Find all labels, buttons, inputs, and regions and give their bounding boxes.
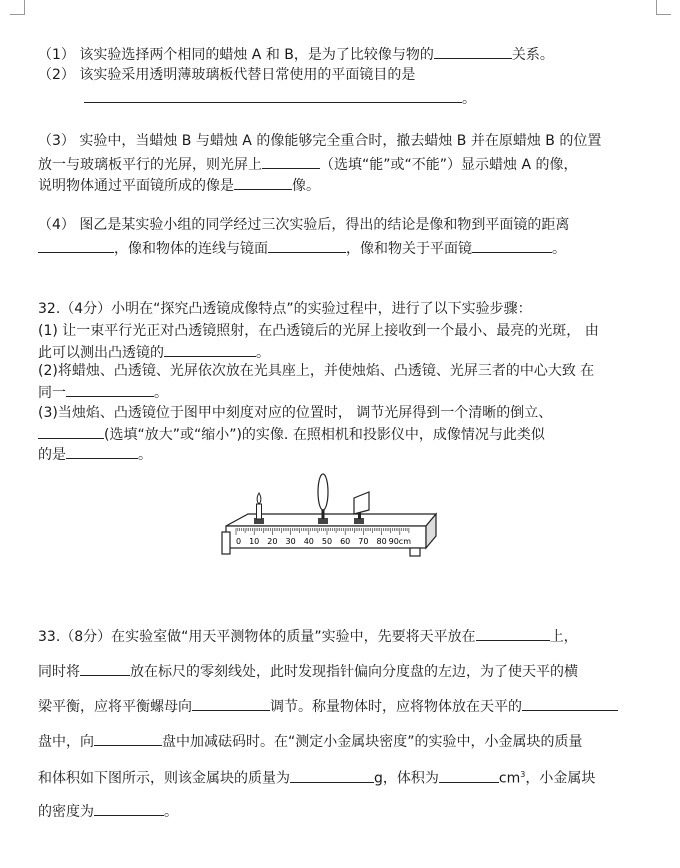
q31-part3-line3: 说明物体通过平面镜所成的像是 像。 (38, 175, 320, 195)
answer-blank[interactable] (38, 238, 114, 253)
corner-mark-left (10, 0, 25, 15)
answer-blank[interactable] (262, 154, 320, 169)
answer-blank[interactable] (268, 238, 346, 253)
q31-part3-line2: 放一与玻璃板平行的光屏，则光屏上 （选填“能”或“不能”）显示蜡烛 A 的像， (38, 154, 578, 174)
answer-blank[interactable] (80, 661, 130, 676)
ruler-tick-label: 20 (267, 537, 278, 546)
ruler-tick-label: 50 (321, 537, 333, 546)
corner-mark-right (656, 0, 671, 15)
ruler-tick-label: 80 (376, 537, 387, 546)
answer-blank[interactable] (439, 768, 499, 783)
bench-leg-right (410, 548, 420, 556)
q33-line3: 梁平衡，应将平衡螺母向 调节。称量物体时，应将物体放在天平的 (38, 696, 618, 716)
q32-step3-cont: (选填“放大”或“缩小”)的实像. 在照相机和投影仪中，成像情况与此类似 (38, 424, 545, 444)
answer-blank[interactable] (192, 696, 270, 711)
answer-blank[interactable] (472, 238, 552, 253)
ruler-tick-label: 10 (249, 537, 260, 546)
q32-step2-cont: 同一 。 (38, 382, 168, 402)
q33-line2: 同时将 放在标尺的零刻线处，此时发现指针偏向分度盘的左边，为了使天平的横 (38, 661, 578, 681)
q31-part4-line1: （4） 图乙是某实验小组的同学经过三次实验后，得出的结论是像和物到平面镜的距离 (38, 217, 570, 233)
q32-step1: (1) 让一束平行光正对凸透镜照射，在凸透镜后的光屏上接收到一个最小、最亮的光斑， 由 (38, 323, 599, 339)
answer-blank[interactable] (290, 768, 374, 783)
bench-leg-left (222, 532, 230, 554)
q31-part3-line1: （3） 实验中，当蜡烛 B 与蜡烛 A 的像能够完全重合时，撤去蜡烛 B 并在原蜡烛 B 的位置 (38, 133, 602, 149)
q32-step1-cont: 此可以测出凸透镜的 。 (38, 342, 270, 362)
q33-line6: 的密度为 。 (38, 801, 178, 821)
candle (254, 493, 264, 524)
answer-blank[interactable] (66, 444, 138, 459)
answer-blank[interactable] (234, 175, 292, 190)
ruler-tick-label: 0 (236, 537, 242, 546)
q32-step3-end: 的是 。 (38, 444, 152, 464)
q31-part2-answer: 。 (84, 88, 476, 108)
ruler-tick-label: 40 (303, 537, 314, 546)
answer-blank[interactable] (434, 44, 512, 59)
ruler-tick-label: 30 (285, 537, 296, 546)
q31-part2: （2） 该实验采用透明薄玻璃板代替日常使用的平面镜目的是 (38, 67, 416, 83)
q32-step2: (2)将蜡烛、凸透镜、光屏依次放在光具座上，并使烛焰、凸透镜、光屏三者的中心大致 在 (38, 363, 595, 379)
ruler-tick-label: 90cm (388, 537, 411, 546)
q31-part4-line2: ，像和物体的连线与镜面 ，像和物关于平面镜 。 (38, 238, 566, 258)
ruler-tick-label: 70 (358, 537, 369, 546)
q31-part1: （1） 该实验选择两个相同的蜡烛 A 和 B，是为了比较像与物的 关系。 (38, 44, 554, 64)
answer-blank[interactable] (84, 88, 462, 103)
q32-title: 32.（4分）小明在“探究凸透镜成像特点”的实验过程中，进行了以下实验步骤： (38, 301, 532, 317)
answer-blank[interactable] (164, 342, 256, 357)
answer-blank[interactable] (94, 731, 162, 746)
q33-line5: 和体积如下图所示，则该金属块的质量为 g，体积为 $cm^3$，小金属块 (38, 766, 595, 788)
answer-blank[interactable] (522, 696, 618, 711)
answer-blank[interactable] (38, 424, 104, 439)
answer-blank[interactable] (66, 382, 154, 397)
optical-bench-diagram (218, 470, 448, 560)
ruler-tick-label: 60 (340, 537, 351, 546)
q33-line1: 33.（8分）在实验室做“用天平测物体的质量”实验中，先要将天平放在 上， (38, 626, 578, 646)
q33-line4: 盘中，向 盘中加减砝码时。在“测定小金属块密度”的实验中，小金属块的质量 (38, 731, 583, 751)
answer-blank[interactable] (94, 801, 164, 816)
answer-blank[interactable] (476, 626, 550, 641)
q32-step3: (3)当烛焰、凸透镜位于图甲中刻度对应的位置时， 调节光屏得到一个清晰的倒立、 (38, 405, 553, 421)
